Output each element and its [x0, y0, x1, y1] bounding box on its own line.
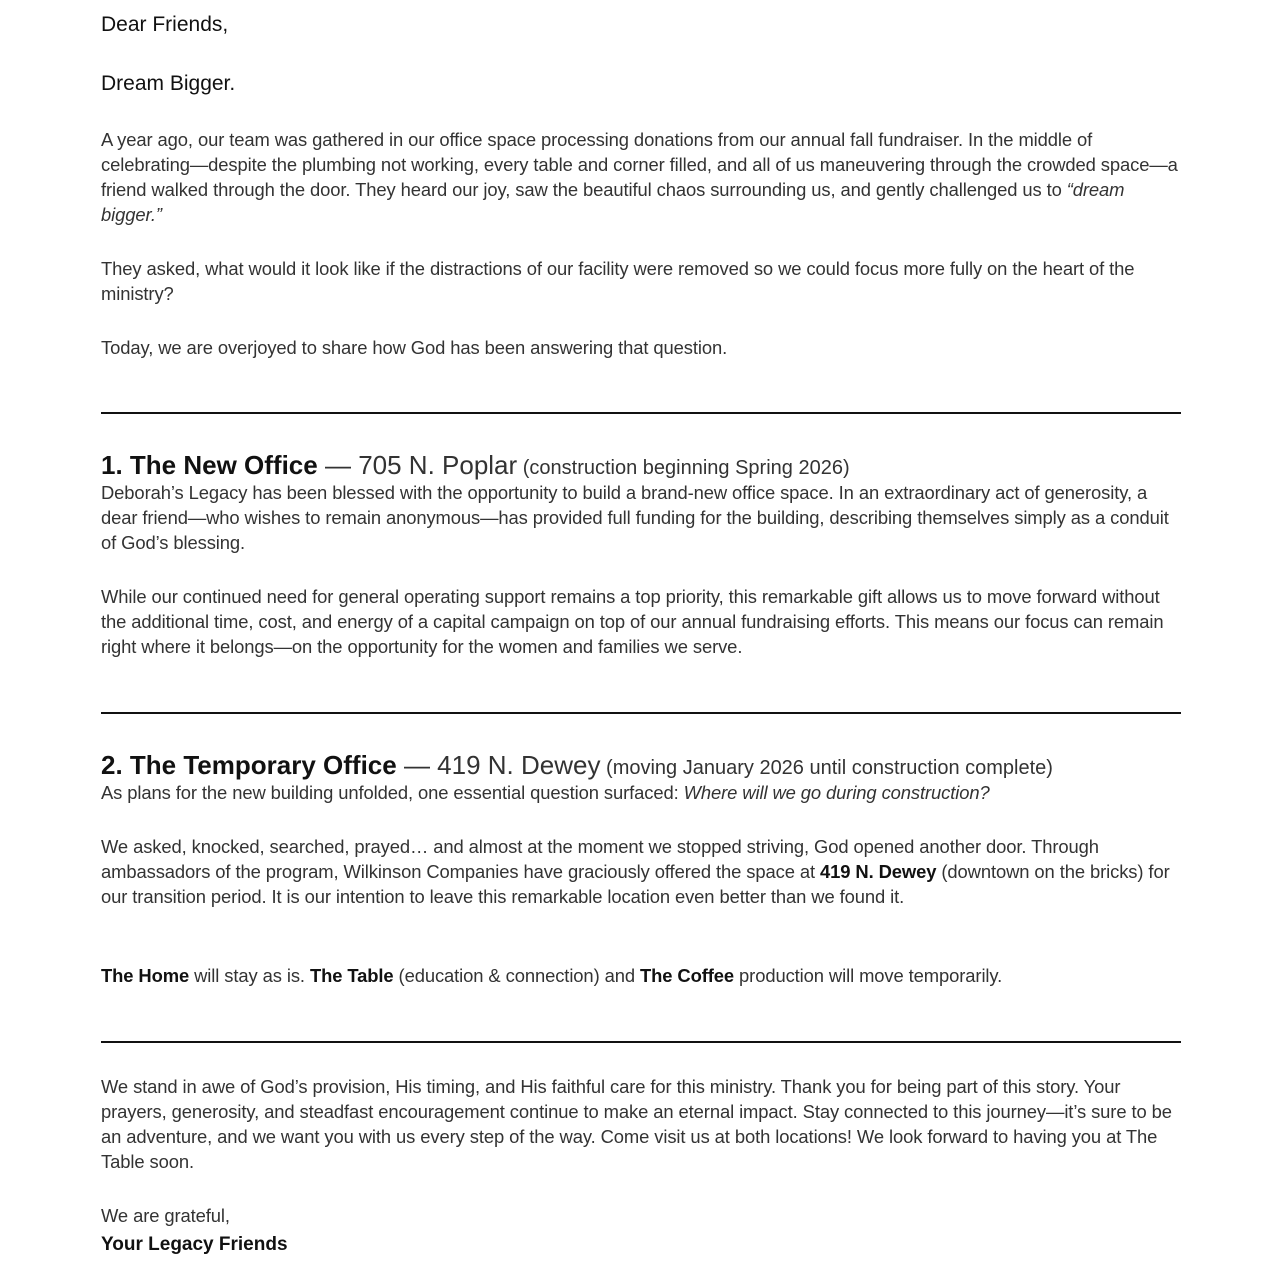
- section-2-paragraph-1: [101, 780, 1183, 805]
- headline: Dream Bigger.: [101, 72, 236, 95]
- greeting: Dear Friends,: [101, 13, 229, 36]
- sign-off: We are grateful,: [101, 1205, 230, 1226]
- closing-paragraph: We stand in awe of God’s provision, His timing, and His faithful care for this ministry. Thank you for being part of this story. Your prayers, generosity, and steadfast encouragement continue to make an eternal impact. Stay connected to this journey—it’s sure to be an adventure, and we want you with us every step of the way. Come visit us at both locations! We look forward to having you at The Table soon.: [101, 1076, 1172, 1172]
- the-coffee-label: The Coffee: [640, 965, 735, 986]
- dewey-address-bold: 419 N. Dewey: [820, 861, 937, 882]
- section-2-p3-c: production will move temporarily.: [734, 965, 1003, 986]
- the-table-label: The Table: [309, 965, 394, 986]
- intro-paragraph-1: [101, 127, 1183, 227]
- section-2-dash: —: [396, 750, 438, 780]
- section-1-title: 1. The New Office: [101, 450, 318, 480]
- section-1-heading: [101, 449, 1183, 484]
- construction-question: Where will we go during construction?: [683, 782, 990, 803]
- section-2-p3-a: will stay as is.: [189, 965, 310, 986]
- section-2-address: 419 N. Dewey: [437, 750, 601, 780]
- section-2-title: 2. The Temporary Office: [101, 750, 397, 780]
- section-2-p3-b: (education & connection) and: [393, 965, 640, 986]
- dream-bigger-quote: “dream bigger.”: [101, 179, 1125, 225]
- section-2-paragraph-1-text: As plans for the new building unfolded, one essential question surfaced:: [101, 782, 684, 803]
- section-2-heading: [101, 749, 1183, 784]
- section-2-paragraph-2-end: (downtown on the bricks) for our transition period. It is our intention to leave this remarkable location even better than we found it.: [101, 861, 1170, 907]
- section-1-paragraph-1: Deborah’s Legacy has been blessed with the opportunity to build a brand-new office space. In an extraordinary act of generosity, a dear friend—who wishes to remain anonymous—has provided full funding for the building, describing themselves simply as a conduit of God’s blessing.: [101, 482, 1169, 553]
- intro-paragraph-1-text: A year ago, our team was gathered in our office space processing donations from our annual fall fundraiser. In the middle of celebrating—despite the plumbing not working, every table and corner filled, and all of us maneuvering through the crowded space—a friend walked through the door. They heard our joy, saw the beautiful chaos surrounding us, and gently challenged us to: [101, 129, 1178, 200]
- section-2-paragraph-2: [101, 834, 1183, 909]
- section-1-address: 705 N. Poplar: [358, 450, 518, 480]
- signature: Your Legacy Friends: [101, 1234, 288, 1255]
- section-1-paragraph-2: While our continued need for general operating support remains a top priority, this remarkable gift allows us to move forward without the additional time, cost, and energy of a capital campaign on top of our annual fundraising efforts. This means our focus can remain right where it belongs—on the opportunity for the women and families we serve.: [101, 586, 1164, 657]
- section-2-paragraph-2-start: We asked, knocked, searched, prayed… and almost at the moment we stopped striving, God opened another door. Through ambassadors of the program, Wilkinson Companies have graciously offered the space at: [101, 836, 1099, 882]
- section-1-note: (construction beginning Spring 2026): [517, 457, 850, 479]
- section-2-note: (moving January 2026 until construction complete): [600, 757, 1053, 779]
- intro-paragraph-3: Today, we are overjoyed to share how God has been answering that question.: [101, 337, 728, 358]
- divider-1: [101, 412, 1181, 414]
- section-2-paragraph-3: [101, 963, 1183, 988]
- divider-3: [101, 1041, 1181, 1043]
- the-home-label: The Home: [101, 965, 190, 986]
- section-1-dash: —: [317, 450, 359, 480]
- divider-2: [101, 712, 1181, 714]
- intro-paragraph-2: They asked, what would it look like if the distractions of our facility were removed so we could focus more fully on the heart of the ministry?: [101, 258, 1135, 304]
